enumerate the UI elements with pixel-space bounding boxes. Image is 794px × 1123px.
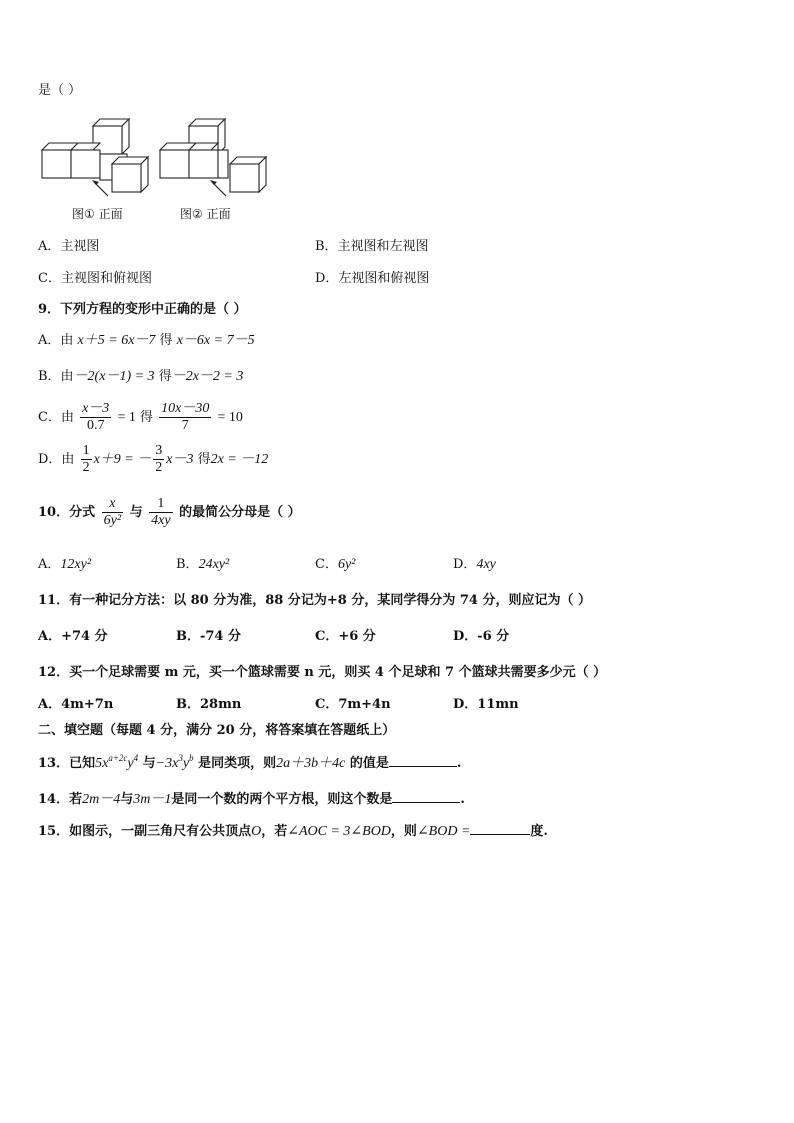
q15-a: 15．如图示，一副三角尺有公共顶点 xyxy=(38,824,252,839)
q8-option-b: B．主视图和左视图 xyxy=(315,239,429,254)
q13-c: 是同类项，则 xyxy=(198,756,277,771)
q10-stem-a: 10．分式 xyxy=(38,505,96,520)
figure-2-caption: 图② 正面 xyxy=(180,207,231,221)
q9-option-c xyxy=(38,400,243,436)
q9-d-eq2: 2x = －12 xyxy=(210,452,269,467)
figure-1-caption: 图① 正面 xyxy=(72,207,123,221)
q13-stem xyxy=(38,754,461,773)
q9-a-eq2: x－6x = 7－5 xyxy=(176,333,255,348)
q12-option-d: D．11mn xyxy=(453,697,519,712)
q15-c: ，则 xyxy=(390,824,417,839)
q10-option-a: A．12xy² xyxy=(38,557,92,572)
q15-b: ，若 xyxy=(261,824,288,839)
q9-stem: 9．下列方程的变形中正确的是（ ） xyxy=(38,302,247,317)
q12-option-b: B．28mn xyxy=(176,697,242,712)
q8-option-c: C．主视图和俯视图 xyxy=(38,271,152,286)
q12-stem: 12．买一个足球需要 m 元，买一个篮球需要 n 元，则买 4 个足球和 7 个篮球共需要多少元（ ） xyxy=(38,665,607,680)
q13-answer-blank[interactable] xyxy=(389,754,457,767)
q9-d-eq1-mid: x＋9 = － xyxy=(93,452,152,467)
q14-stem xyxy=(38,790,465,809)
q9-c-eq1-rest: = 1 xyxy=(117,410,136,425)
q15-vertex: O xyxy=(251,824,262,839)
q14-b: 与 xyxy=(120,792,134,807)
q9-option-b xyxy=(38,368,243,386)
q10-option-c: C．6y² xyxy=(315,557,356,572)
cube-figure-1 xyxy=(38,114,153,198)
q15-answer-blank[interactable] xyxy=(470,822,530,835)
q9-d-label: D．由 xyxy=(38,452,75,467)
q10-stem xyxy=(38,494,301,532)
q13-b: 与 xyxy=(142,756,156,771)
q9-b-word: 得 xyxy=(158,369,172,384)
q9-b-eq2: －2x－2 = 3 xyxy=(171,369,244,384)
q14-c: 是同一个数的两个平方根，则这个数是 xyxy=(171,792,393,807)
q13-expr: 2a＋3b＋4c xyxy=(276,756,346,771)
q10-stem-b: 与 xyxy=(129,505,143,520)
q11-option-c: C．+6 分 xyxy=(315,629,376,644)
q8-stem-tail: 是（ ） xyxy=(38,83,82,98)
q15-ask: ∠BOD = xyxy=(416,824,471,839)
q14-d: . xyxy=(460,792,465,807)
q10-option-d: D．4xy xyxy=(453,557,496,572)
q9-d-word: 得 xyxy=(197,452,211,467)
q15-d: 度. xyxy=(530,824,548,839)
q9-a-eq1: x＋5 = 6x－7 xyxy=(77,333,156,348)
q14-expr-2: 3m－1 xyxy=(133,792,172,807)
q15-condition: ∠AOC = 3∠BOD xyxy=(287,824,391,839)
q8-option-a: A．主视图 xyxy=(38,239,100,254)
q9-a-label: A．由 xyxy=(38,333,74,348)
q10-option-b: B．24xy² xyxy=(176,557,230,572)
q9-c-eq2-rest: = 10 xyxy=(217,410,243,425)
q15-stem xyxy=(38,822,548,841)
q9-c-label: C．由 xyxy=(38,410,74,425)
q9-d-eq1-rest: x－3 xyxy=(166,452,194,467)
q12-option-c: C．7m+4n xyxy=(315,697,391,712)
q10-stem-c: 的最简公分母是（ ） xyxy=(179,505,301,520)
q13-a: 13．已知 xyxy=(38,756,96,771)
q9-c-fraction-1: $\frac{x-3}{0.7}$ xyxy=(82,401,110,433)
q11-stem: 11．有一种记分方法：以 80 分为准，88 分记为+8 分，某同学得分为 74 分，则应记为（ ） xyxy=(38,593,591,608)
q9-c-fraction-2: $\frac{10x-30}{7}$ xyxy=(161,401,210,433)
q14-a: 14．若 xyxy=(38,792,83,807)
section-2-title: 二、填空题（每题 4 分，满分 20 分，将答案填在答题纸上） xyxy=(38,723,396,738)
q13-d: 的值是 xyxy=(349,756,389,771)
q14-expr-1: 2m－4 xyxy=(82,792,121,807)
cube-figure-2 xyxy=(156,114,271,198)
q9-a-word: 得 xyxy=(159,333,173,348)
q11-option-a: A．+74 分 xyxy=(38,629,108,644)
q11-option-b: B．-74 分 xyxy=(176,629,242,644)
q9-option-d xyxy=(38,442,268,478)
q10-fraction-2: $\frac{1}{4xy}$ xyxy=(151,496,171,528)
q13-term-1: $5x^{a+2c}y^4$ xyxy=(95,753,139,771)
q9-d-fraction-2: $\frac{3}{2}$ xyxy=(155,443,163,475)
q9-b-eq1: －2(x－1) = 3 xyxy=(73,369,155,384)
q9-c-word: 得 xyxy=(140,410,154,425)
q13-term-2: $-3x^3y^b$ xyxy=(155,753,194,771)
q14-answer-blank[interactable] xyxy=(392,790,460,803)
q10-fraction-1: $\frac{x}{\text{6y²}}$ xyxy=(103,496,122,528)
q12-option-a: A．4m+7n xyxy=(38,697,114,712)
q9-b-label: B．由 xyxy=(38,369,74,384)
q9-d-fraction-1: $\frac{1}{2}$ xyxy=(82,443,90,475)
q11-option-d: D．-6 分 xyxy=(453,629,510,644)
q8-option-d: D．左视图和俯视图 xyxy=(315,271,430,286)
q13-e: . xyxy=(456,756,462,771)
q9-option-a xyxy=(38,332,255,350)
